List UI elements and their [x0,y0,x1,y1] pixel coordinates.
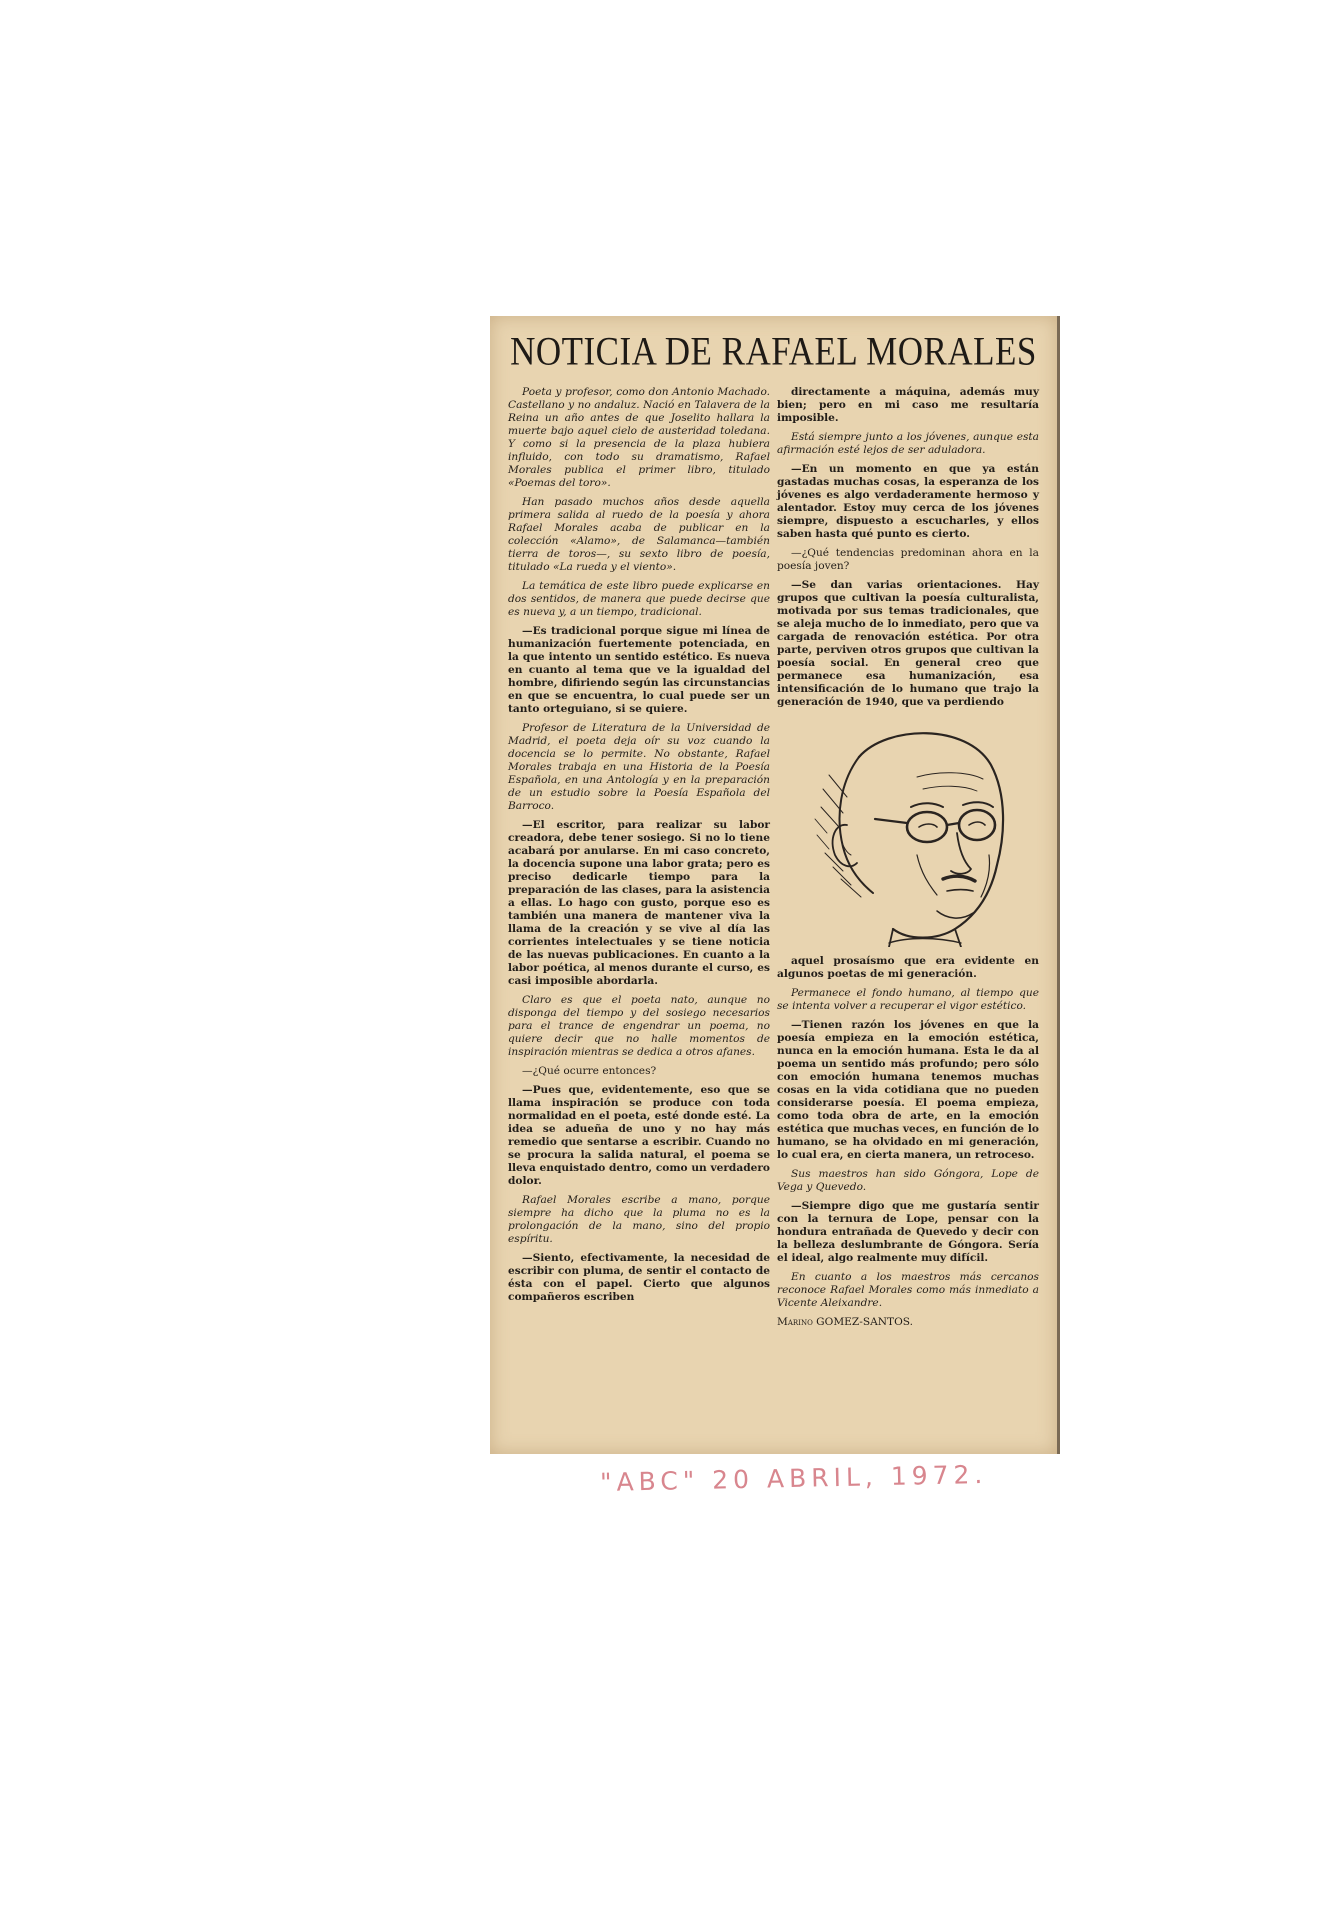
author-signature: Marino GOMEZ-SANTOS. [777,1316,914,1328]
right-column [777,386,1039,1329]
article-paragraph: aquel prosaísmo que era evidente en algunos poetas de mi generación. [777,955,1039,980]
article-paragraph: —Pues que, evidentemente, eso que se llama inspiración se produce con toda normalidad en el poeta, esté donde esté. La idea se adueña de uno y no hay más remedio que sentarse a escribir. Cuando no se procura la salida natural, el poema se lleva enquistado dentro, como un verdadero dolor. [508,1084,770,1187]
article-paragraph: Poeta y profesor, como don Antonio Machado. Castellano y no andaluz. Nació en Talavera de la Reina un año antes de que Joselito hallara la muerte bajo aquel cielo de austeridad toledana. Y como si la presencia de la plaza hubiera influido, con todo su dramatismo, Rafael Morales publica el primer libro, titulado «Poemas del toro». [508,386,770,489]
article-paragraph: Rafael Morales escribe a mano, porque siempre ha dicho que la pluma no es la prolongación de la mano, sino del propio espíritu. [508,1194,770,1245]
article-paragraph: —Se dan varias orientaciones. Hay grupos que cultivan la poesía culturalista, motivada por sus temas tradicionales, que se aleja mucho de lo inmediato, pero que va cargada de renovación estética. Por otra parte, perviven otros grupos que cultivan la poesía social. En general creo que permanece esa humanización, esa intensificación de lo humano que trajo la generación de 1940, que va perdiendo [777,579,1039,708]
article-paragraph: —Tienen razón los jóvenes en que la poesía empieza en la emoción estética, nunca en la emoción humana. Esta le da al poema un sentido más profundo; pero sólo con emoción humana tenemos muchas cosas en la vida cotidiana que no pueden considerarse poesía. El poema empieza, como toda obra de arte, en la emoción estética que muchas veces, en función de lo humano, se ha olvidado en mi generación, lo cual era, en cierta manera, un retroceso. [777,1019,1039,1161]
article-paragraph: Han pasado muchos años desde aquella primera salida al ruedo de la poesía y ahora Rafael Morales acaba de publicar en la colección «Alamo», de Salamanca—también tierra de toros—, su sexto libro de poesía, titulado «La rueda y el viento». [508,496,770,573]
article-paragraph: —¿Qué tendencias predominan ahora en la poesía joven? [777,547,1039,572]
article-paragraph: Claro es que el poeta nato, aunque no disponga del tiempo y del sosiego necesarios para el trance de engendrar un poema, no quiere decir que no halle momentos de inspiración mientras se dedica a otros afanes. [508,994,770,1058]
handwritten-date-note: "ABC" 20 ABRIL, 1972. [599,1459,988,1497]
article-paragraph: —Siento, efectivamente, la necesidad de escribir con pluma, de sentir el contacto de ésta con el papel. Cierto que algunos compañeros escriben [508,1252,770,1303]
article-paragraph: directamente a máquina, además muy bien; pero en mi caso me resultaría imposible. [777,386,1039,424]
article-paragraph: Está siempre junto a los jóvenes, aunque esta afirmación esté lejos de ser aduladora. [777,431,1039,456]
article-paragraph: Sus maestros han sido Góngora, Lope de Vega y Quevedo. [777,1168,1039,1193]
portrait-illustration [777,715,1039,947]
headline: NOTICIA DE RAFAEL MORALES [510,329,1037,374]
article-paragraph: —Siempre digo que me gustaría sentir con la ternura de Lope, pensar con la hondura entrañada de Quevedo y decir con la belleza deslumbrante de Góngora. Sería el ideal, algo realmente muy difícil. [777,1200,1039,1264]
article-paragraph: En cuanto a los maestros más cercanos reconoce Rafael Morales como más inmediato a Vicente Aleixandre. [777,1271,1039,1309]
article-paragraph: —En un momento en que ya están gastadas muchas cosas, la esperanza de los jóvenes es algo verdaderamente hermoso y alentador. Estoy muy cerca de los jóvenes siempre, dispuesto a escucharles, y ellos saben hasta qué punto es cierto. [777,463,1039,540]
article-paragraph: La temática de este libro puede explicarse en dos sentidos, de manera que puede decirse que es nueva y, a un tiempo, tradicional. [508,580,770,618]
left-column [508,386,770,1329]
right-column-bottom [777,955,1039,1310]
article-paragraph: —¿Qué ocurre entonces? [522,1065,657,1077]
article-paragraph: Profesor de Literatura de la Universidad de Madrid, el poeta deja oír su voz cuando la docencia se lo permite. No obstante, Rafael Morales trabaja en una Historia de la Poesía Española, en una Antología y en la preparación de un estudio sobre la Poesía Española del Barroco. [508,722,770,812]
newspaper-clipping [490,316,1060,1454]
article-paragraph: Permanece el fondo humano, al tiempo que se intenta volver a recuperar el vigor estético. [777,987,1039,1012]
right-column-top [777,386,1039,709]
article-paragraph: —El escritor, para realizar su labor creadora, debe tener sosiego. Si no lo tiene acabará por anularse. En mi caso concreto, la docencia supone una labor grata; pero es preciso dedicarle tiempo para la preparación de las clases, para la asistencia a ellas. Lo hago con gusto, porque eso es también una manera de mantener viva la llama de la creación y se vive al día las corrientes intelectuales y se tiene noticia de las nuevas publicaciones. En cuanto a la labor poética, al menos durante el curso, es casi imposible abordarla. [508,819,770,987]
article-paragraph: —Es tradicional porque sigue mi línea de humanización fuertemente potenciada, en la que intento un sentido estético. Es nueva en cuanto al tema que ve la igualdad del hombre, difiriendo según las circunstancias en que se encuentra, lo cual puede ser un tanto orteguiano, si se quiere. [508,625,770,715]
